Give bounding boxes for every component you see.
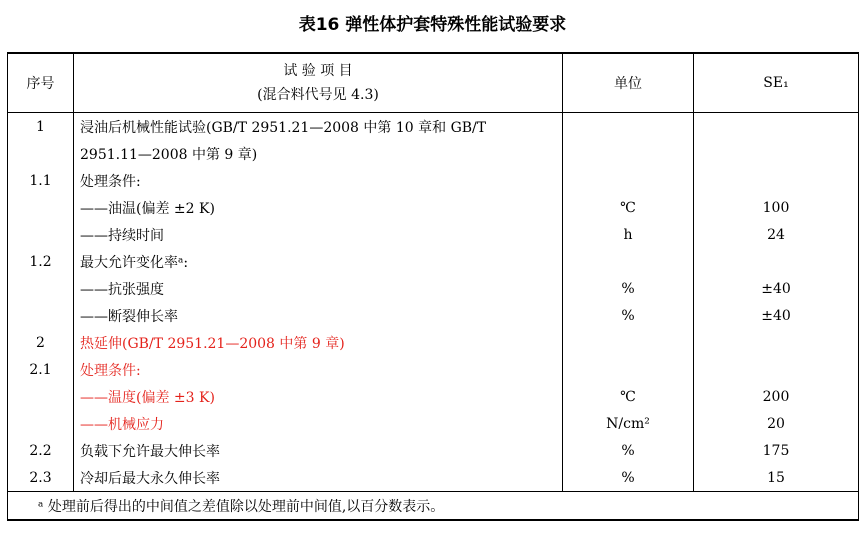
row-unit: % [563, 275, 694, 302]
row-unit [563, 248, 694, 275]
row-value [694, 113, 859, 141]
row-item: ——抗张强度 [74, 275, 563, 302]
header-se: SE₁ [694, 53, 859, 113]
row-value: ±40 [694, 275, 859, 302]
row-value: 20 [694, 410, 859, 437]
table-row [8, 437, 859, 464]
row-item: ——机械应力 [74, 410, 563, 437]
row-no: 2 [8, 329, 74, 356]
row-unit: % [563, 437, 694, 464]
row-item: 负载下允许最大伸长率 [74, 437, 563, 464]
row-no [8, 221, 74, 248]
row-item: 处理条件: [74, 356, 563, 383]
row-item: 2951.11—2008 中第 9 章) [74, 140, 563, 167]
row-no [8, 410, 74, 437]
row-no: 1 [8, 113, 74, 141]
row-no [8, 275, 74, 302]
row-value: 175 [694, 437, 859, 464]
row-value [694, 140, 859, 167]
row-value: 24 [694, 221, 859, 248]
row-no: 2.2 [8, 437, 74, 464]
table-row [8, 275, 859, 302]
requirements-table [7, 52, 859, 521]
row-unit [563, 356, 694, 383]
table-title: 表16 弹性体护套特殊性能试验要求 [298, 15, 567, 35]
row-unit: % [563, 464, 694, 492]
row-no [8, 383, 74, 410]
table-row [8, 194, 859, 221]
row-item: 冷却后最大永久伸长率 [74, 464, 563, 492]
table-row [8, 113, 859, 141]
row-item: 浸油后机械性能试验(GB/T 2951.21—2008 中第 10 章和 GB/T [74, 113, 563, 141]
row-no [8, 194, 74, 221]
row-value [694, 329, 859, 356]
row-no [8, 140, 74, 167]
header-item-line1: 试 验 项 目 [283, 63, 353, 79]
table-row [8, 248, 859, 275]
row-item: 最大允许变化率ᵃ: [74, 248, 563, 275]
row-item: ——油温(偏差 ±2 K) [74, 194, 563, 221]
header-item [74, 53, 563, 113]
row-no [8, 302, 74, 329]
table-row [8, 221, 859, 248]
row-no: 1.1 [8, 167, 74, 194]
table-row [8, 410, 859, 437]
row-unit: % [563, 302, 694, 329]
row-value [694, 248, 859, 275]
row-value [694, 356, 859, 383]
row-value: 15 [694, 464, 859, 492]
row-item: ——温度(偏差 ±3 K) [74, 383, 563, 410]
header-item-line2: (混合料代号见 4.3) [257, 87, 379, 103]
row-unit [563, 167, 694, 194]
header-no: 序号 [8, 53, 74, 113]
row-unit: ℃ [563, 383, 694, 410]
table-row [8, 167, 859, 194]
row-item: ——持续时间 [74, 221, 563, 248]
row-unit [563, 113, 694, 141]
row-unit [563, 140, 694, 167]
row-item: 处理条件: [74, 167, 563, 194]
row-unit: N/cm² [563, 410, 694, 437]
table-header-row [8, 53, 859, 113]
row-no: 2.3 [8, 464, 74, 492]
table-row [8, 329, 859, 356]
table-row [8, 464, 859, 492]
footnote: ᵃ 处理前后得出的中间值之差值除以处理前中间值,以百分数表示。 [8, 492, 859, 521]
row-value [694, 167, 859, 194]
row-item: 热延伸(GB/T 2951.21—2008 中第 9 章) [74, 329, 563, 356]
row-value: 100 [694, 194, 859, 221]
row-no: 1.2 [8, 248, 74, 275]
row-unit: ℃ [563, 194, 694, 221]
row-value: ±40 [694, 302, 859, 329]
table-row [8, 302, 859, 329]
row-unit [563, 329, 694, 356]
header-unit: 单位 [563, 53, 694, 113]
row-no: 2.1 [8, 356, 74, 383]
row-value: 200 [694, 383, 859, 410]
row-item: ——断裂伸长率 [74, 302, 563, 329]
table-row [8, 383, 859, 410]
footnote-row [8, 492, 859, 521]
table-row [8, 140, 859, 167]
row-unit: h [563, 221, 694, 248]
table-row [8, 356, 859, 383]
